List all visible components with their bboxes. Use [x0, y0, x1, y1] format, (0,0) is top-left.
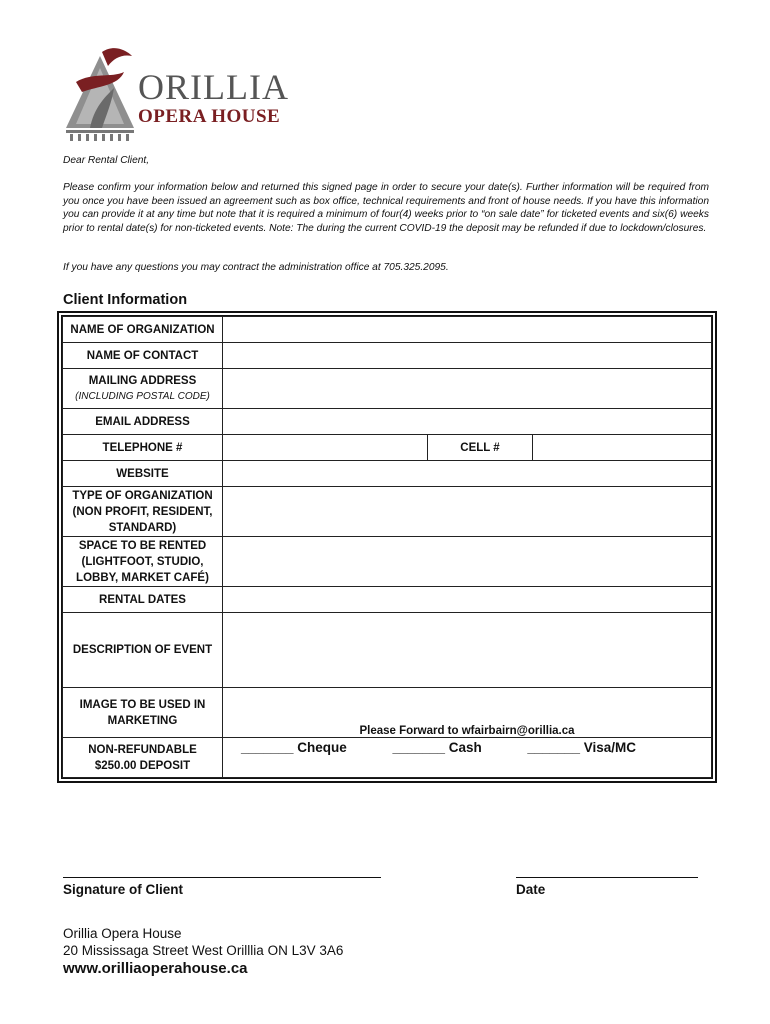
rental-dates-label: RENTAL DATES: [63, 587, 223, 613]
deposit-line-2: $250.00 DEPOSIT: [94, 759, 191, 772]
client-signature-label: Signature of Client: [63, 882, 184, 897]
footer-name: Orillia Opera House: [63, 926, 182, 941]
contact-paragraph: If you have any questions you may contract the administration office at 705.325.2095.: [63, 262, 449, 273]
telephone-label: TELEPHONE #: [63, 435, 223, 461]
space-line-2: (LIGHTFOOT, STUDIO,: [81, 555, 204, 568]
mailing-address-title: MAILING ADDRESS: [88, 374, 197, 387]
organization-type-line-3: STANDARD): [108, 521, 177, 534]
marketing-image-label: [63, 688, 223, 738]
mailing-address-label: [63, 369, 223, 409]
logo-name: ORILLIA: [138, 67, 289, 107]
rental-dates-field[interactable]: [223, 587, 712, 613]
opera-house-emblem-icon: [62, 42, 140, 142]
contact-field[interactable]: [223, 343, 712, 369]
organization-type-field[interactable]: [223, 487, 712, 537]
logo-subtitle: OPERA HOUSE: [138, 106, 281, 127]
cell-field[interactable]: [533, 435, 712, 461]
payment-cheque[interactable]: _______ Cheque: [241, 740, 347, 755]
payment-cash[interactable]: _______ Cash: [392, 740, 482, 755]
description-label: DESCRIPTION OF EVENT: [63, 613, 223, 688]
deposit-label: [63, 738, 223, 778]
marketing-image-line-1: IMAGE TO BE USED IN: [79, 698, 206, 711]
organization-field[interactable]: [223, 317, 712, 343]
website-label: WEBSITE: [63, 461, 223, 487]
organization-type-line-1: TYPE OF ORGANIZATION: [72, 489, 213, 502]
forward-note: Please Forward to wfairbairn@orillia.ca: [223, 688, 712, 738]
client-signature-line[interactable]: [63, 877, 381, 878]
mailing-address-note: (INCLUDING POSTAL CODE): [75, 390, 210, 402]
payment-options: [223, 738, 712, 778]
payment-visa-mc[interactable]: _______ Visa/MC: [527, 740, 636, 755]
logo: [62, 42, 302, 142]
deposit-line-1: NON-REFUNDABLE: [88, 743, 197, 756]
website-field[interactable]: [223, 461, 712, 487]
marketing-image-line-2: MARKETING: [107, 714, 178, 727]
cell-label: CELL #: [428, 435, 533, 461]
section-title: Client Information: [63, 292, 188, 308]
space-line-1: SPACE TO BE RENTED: [78, 539, 207, 552]
organization-label: NAME OF ORGANIZATION: [63, 317, 223, 343]
date-label: Date: [516, 882, 546, 897]
email-field[interactable]: [223, 409, 712, 435]
organization-type-label: [63, 487, 223, 537]
footer-address: 20 Mississaga Street West Orilllia ON L3V 3A6: [63, 943, 344, 958]
space-field[interactable]: [223, 537, 712, 587]
footer-website[interactable]: www.orilliaoperahouse.ca: [63, 960, 248, 977]
space-label: [63, 537, 223, 587]
date-line[interactable]: [516, 877, 698, 878]
space-line-3: LOBBY, MARKET CAFÉ): [76, 571, 209, 584]
intro-paragraph: Please confirm your information below and returned this signed page in order to secure your date(s). Further information will be required from you once you have been issued an agreement such as box office, technical requirements and front of house needs. If you have this information you can provide it at any time but note that it is required a minimum of four(4) weeks prior to “on sale date” for ticketed events and six(6) weeks prior to rental date(s) for non-ticketed events. Note: The during the current COVID-19 the deposit may be refunded if due to lockdown/closures.: [63, 182, 709, 234]
salutation: Dear Rental Client,: [63, 155, 150, 166]
mailing-address-field[interactable]: [223, 369, 712, 409]
telephone-field[interactable]: [223, 435, 428, 461]
description-field[interactable]: [223, 613, 712, 688]
client-information-form: [57, 311, 717, 783]
organization-type-line-2: (NON PROFIT, RESIDENT,: [72, 505, 213, 518]
contact-label: NAME OF CONTACT: [63, 343, 223, 369]
email-label: EMAIL ADDRESS: [63, 409, 223, 435]
